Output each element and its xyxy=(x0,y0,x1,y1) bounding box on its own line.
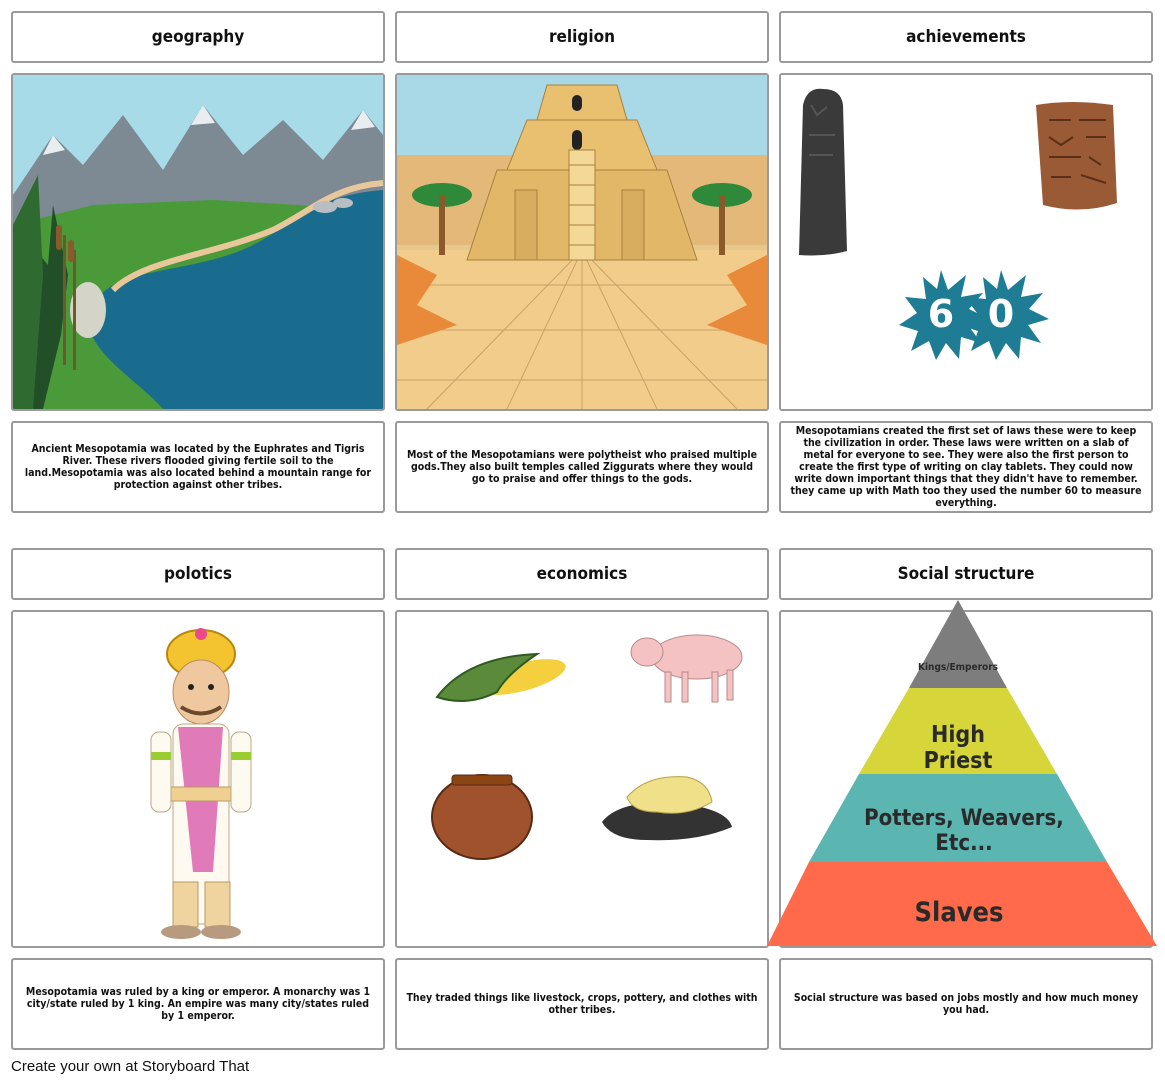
panel-6-title: Social structure xyxy=(779,548,1153,600)
politics-king-figure xyxy=(11,610,385,948)
badge-zero-label: 0 xyxy=(987,292,1015,336)
tier-priest-label-1: High xyxy=(931,722,985,748)
panel-5-title: economics xyxy=(395,548,769,600)
panel-5-description: They traded things like livestock, crops, pottery, and clothes with other tribes. xyxy=(395,958,769,1050)
panel-4-title: polotics xyxy=(11,548,385,600)
tier-workers-label-2: Etc... xyxy=(935,831,993,856)
panel-3-title: achievements xyxy=(779,11,1153,63)
tier-slaves-label: Slaves xyxy=(914,897,1004,928)
badge-six-label: 6 xyxy=(927,292,955,336)
panel-3-description: Mesopotamians created the first set of laws these were to keep the civilization in order. These laws were written on a slab of metal for everyone to see. They were also the first person to create the first type of writing on clay tablets. They could now write down important things that they didn't have to remember. they came up with Math too they used the number 60 to measure everything. xyxy=(779,421,1153,513)
tier-kings-label: Kings/Emperors xyxy=(917,662,999,673)
tier-priest-label-2: Priest xyxy=(923,748,993,774)
pyramid-tier-kings xyxy=(909,600,1007,688)
panel-1-title: geography xyxy=(11,11,385,63)
economics-trade-goods xyxy=(395,610,769,948)
religion-ziggurat-scene xyxy=(395,73,769,411)
panel-4-description: Mesopotamia was ruled by a king or emperor. A monarchy was 1 city/state ruled by 1 king. An empire was many city/states ruled by 1 emperor. xyxy=(11,958,385,1050)
social-structure-pyramid xyxy=(779,610,1153,948)
storyboard-footer-link[interactable]: Create your own at Storyboard That xyxy=(11,1058,250,1075)
geography-river-scene xyxy=(11,73,385,411)
panel-2-title: religion xyxy=(395,11,769,63)
pottery-icon xyxy=(432,775,532,859)
tier-workers-label-1: Potters, Weavers, xyxy=(864,806,1064,831)
achievements-artifacts xyxy=(779,73,1153,411)
panel-2-description: Most of the Mesopotamians were polytheist who praised multiple gods.They also built temples called Ziggurats where they would go to praise and offer things to the gods. xyxy=(395,421,769,513)
panel-1-description: Ancient Mesopotamia was located by the Euphrates and Tigris River. These rivers flooded giving fertile soil to the land.Mesopotamia was also located behind a mountain range for protection against other tribes. xyxy=(11,421,385,513)
panel-6-description: Social structure was based on jobs mostly and how much money you had. xyxy=(779,958,1153,1050)
